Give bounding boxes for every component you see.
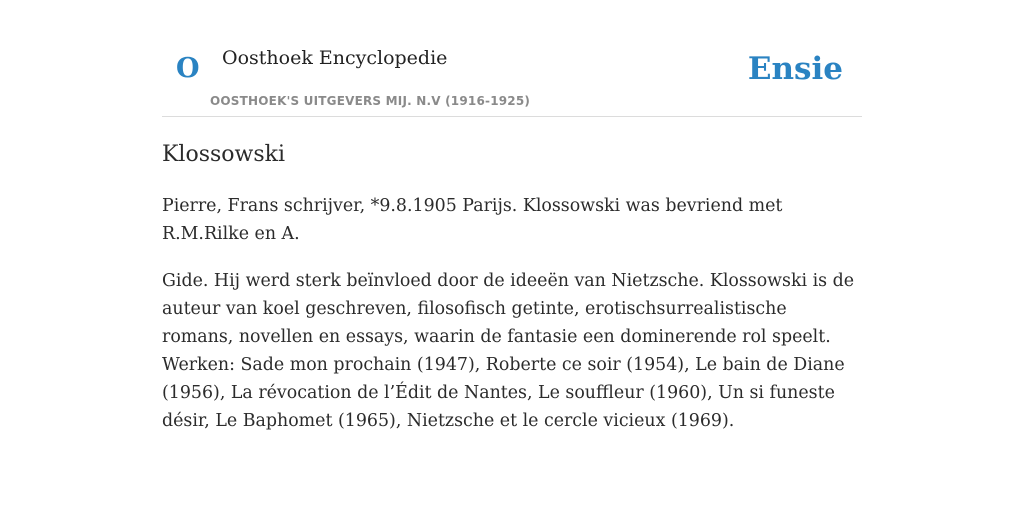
site-title[interactable]: Oosthoek Encyclopedie — [222, 47, 448, 69]
oosthoek-logo[interactable]: O — [176, 53, 200, 84]
entry-paragraph: Gide. Hij werd sterk beïnvloed door de ideeën van Nietzsche. Klossowski is de auteur van koel geschreven, filosofisch getinte, erotischsurrealistische romans, novellen en essays, waarin de fantasie een dominerende rol speelt. Werken: Sade mon prochain (1947), Roberte ce soir (1954), Le bain de Diane (1956), La révocation de l’Édit de Nantes, Le souffleur (1960), Un si funeste désir, Le Baphomet (1965), Nietzsche et le cercle vicieux (1969). — [162, 271, 855, 431]
entry-title: Klossowski — [162, 142, 286, 167]
ensie-brand-link[interactable]: Ensie — [747, 51, 843, 87]
site-header — [162, 0, 862, 117]
entry-paragraph: Pierre, Frans schrijver, *9.8.1905 Parijs. Klossowski was bevriend met R.M.Rilke en A. — [162, 196, 783, 244]
page — [162, 0, 862, 431]
site-subtitle: OOSTHOEK'S UITGEVERS MIJ. N.V (1916-1925) — [210, 94, 531, 108]
